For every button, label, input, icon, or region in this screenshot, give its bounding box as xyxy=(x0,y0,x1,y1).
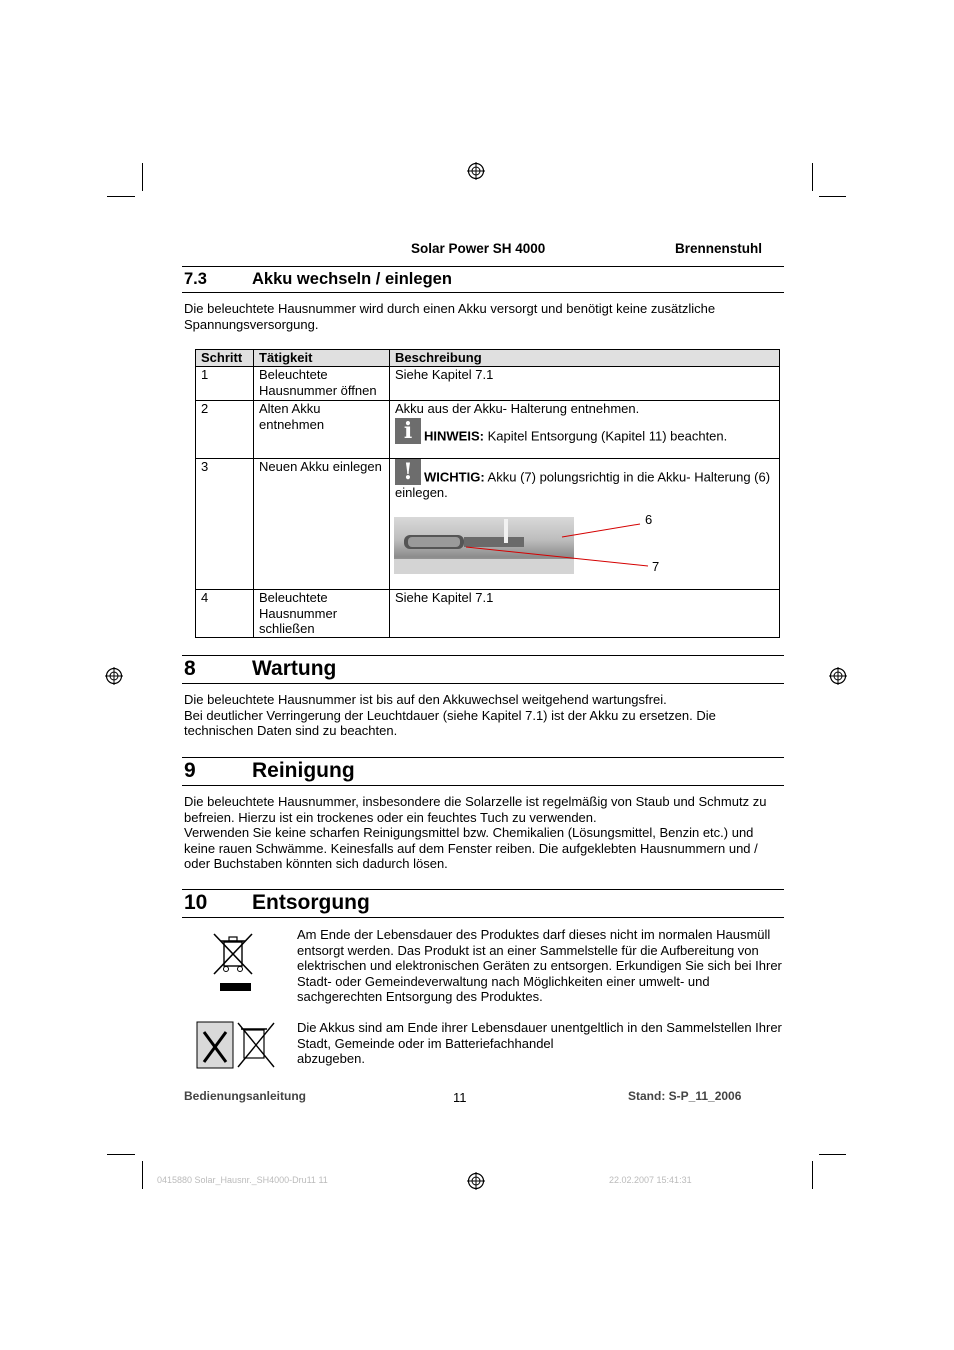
section-8-title: Wartung xyxy=(252,657,337,680)
step-number: 4 xyxy=(196,590,254,638)
registration-mark-icon xyxy=(467,162,485,180)
step-description: Siehe Kapitel 7.1 xyxy=(390,590,780,638)
section-9-title: Reinigung xyxy=(252,759,355,782)
step-description-cell xyxy=(390,401,780,459)
note-label: HINWEIS: xyxy=(424,428,484,443)
steps-table xyxy=(195,349,780,638)
step-description: Akku aus der Akku- Halterung entnehmen. xyxy=(395,401,640,416)
registration-mark-icon xyxy=(105,667,123,685)
section-7-3-number: 7.3 xyxy=(184,270,207,288)
section-7-3-intro: Die beleuchtete Hausnummer wird durch einen Akku versorgt und benötigt keine zusätzliche Spannungsversorgung. xyxy=(184,301,716,332)
table-header: Schritt xyxy=(196,350,254,367)
table-row xyxy=(196,401,780,459)
registration-mark-icon xyxy=(467,1172,485,1190)
note-text: Kapitel Entsorgung (Kapitel 11) beachten. xyxy=(483,428,728,443)
hinweis-note xyxy=(395,418,774,444)
step-description: Siehe Kapitel 7.1 xyxy=(390,367,780,401)
section-9-number: 9 xyxy=(184,759,196,782)
wichtig-note xyxy=(395,459,774,501)
callout-label-6: 6 xyxy=(645,512,653,527)
table-row xyxy=(196,590,780,638)
warn-label: WICHTIG: xyxy=(424,469,485,485)
header-brand: Brennenstuhl xyxy=(675,241,763,256)
info-icon: i xyxy=(395,418,421,444)
section-8-number: 8 xyxy=(184,657,196,680)
weee-crossed-bin-icon xyxy=(210,932,256,994)
footer-version: Stand: S-P_11_2006 xyxy=(628,1089,742,1103)
section-10-title: Entsorgung xyxy=(252,891,370,914)
table-header: Tätigkeit xyxy=(254,350,390,367)
callout-label-7: 7 xyxy=(652,559,660,574)
table-header-row xyxy=(196,350,780,367)
section-10-text-2: Die Akkus sind am Ende ihrer Lebensdauer unentgeltlich in den Sammelstellen Ihrer Stadt, Gemeinde oder im Batteriefachhandel abzugeben. xyxy=(297,1020,782,1067)
print-file-slug: 0415880 Solar_Hausnr._SH4000-Dru11 11 xyxy=(157,1175,328,1185)
section-10-number: 10 xyxy=(184,891,208,914)
table-row xyxy=(196,367,780,401)
step-number: 1 xyxy=(196,367,254,401)
warning-exclamation-icon: ! xyxy=(395,459,421,485)
table-header: Beschreibung xyxy=(390,350,780,367)
registration-mark-icon xyxy=(829,667,847,685)
section-9-text: Die beleuchtete Hausnummer, insbesondere die Solarzelle ist regelmäßig von Staub und Schmutz zu befreien. Hierzu ist ein trockenes oder ein feuchtes Tuch zu verwenden. Verwenden Sie keine scharfen Reinigungsmittel bzw. Chemikalien (Lösungsmittel, Benzin etc.) und keine rauen Schwämme. Keinesfalls auf dem Fenster reiben. Die aufgeklebten Hausnummern und / oder Buchstaben könnten sich dadurch lösen. xyxy=(184,794,767,872)
battery-disposal-icon xyxy=(196,1020,278,1070)
header-product: Solar Power SH 4000 xyxy=(411,241,546,256)
section-10-text-1: Am Ende der Lebensdauer des Produktes darf dieses nicht im normalen Hausmüll entsorgt werden. Das Produkt ist an einer Sammelstelle für die Aufbereitung von elektrischen und elektronischen Geräten zu entsorgen. Erkundigen Sie sich bei Ihrer Stadt- oder Gemeindeverwaltung nach Möglichkeiten einer umwelt- und sachgerechten Entsorgung des Produktes. xyxy=(297,927,782,1005)
warn-text: Akku (7) polungsrichtig in die Akku- Halterung (6) einlegen. xyxy=(395,469,771,500)
footer-manual-label: Bedienungsanleitung xyxy=(184,1089,307,1103)
step-number: 3 xyxy=(196,459,254,590)
step-activity: Alten Akku entnehmen xyxy=(254,401,390,459)
page-number: 11 xyxy=(453,1090,467,1105)
step-activity: Neuen Akku einlegen xyxy=(254,459,390,590)
step-activity: Beleuchtete Hausnummer schließen xyxy=(254,590,390,638)
step-activity: Beleuchtete Hausnummer öffnen xyxy=(254,367,390,401)
step-number: 2 xyxy=(196,401,254,459)
print-date-slug: 22.02.2007 15:41:31 xyxy=(609,1175,692,1185)
section-8-text: Die beleuchtete Hausnummer ist bis auf den Akkuwechsel weitgehend wartungsfrei. Bei deutlicher Verringerung der Leuchtdauer (siehe Kapitel 7.1) ist der Akku zu ersetzen. Die technischen Daten sind zu beachten. xyxy=(184,692,716,739)
section-7-3-title: Akku wechseln / einlegen xyxy=(252,270,452,288)
